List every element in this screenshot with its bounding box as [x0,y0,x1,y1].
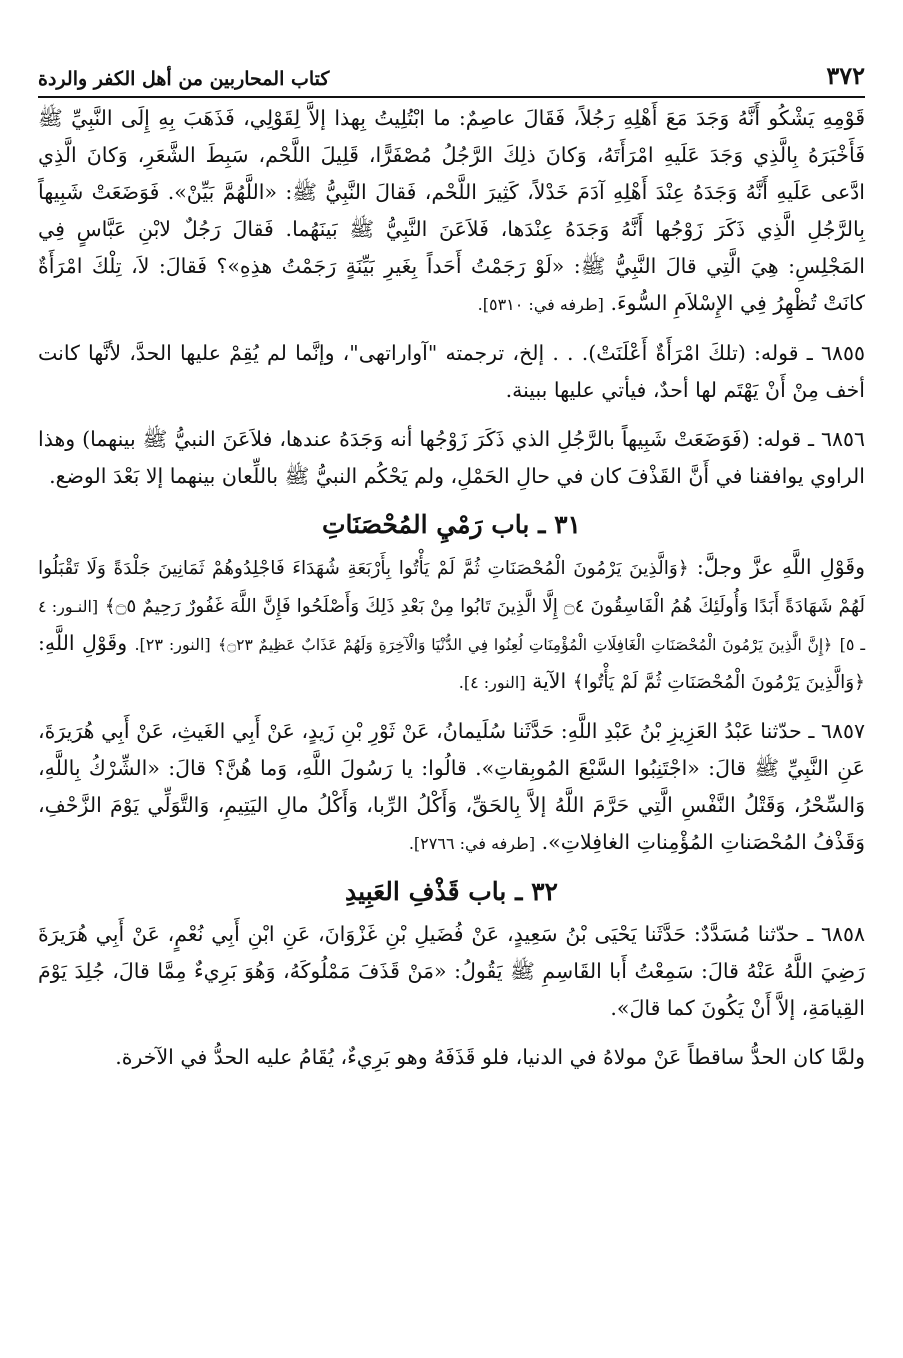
hadith-6857 [38,713,865,862]
chapter-heading-32: ٣٢ ـ باب قَذْفِ العَبِيدِ [345,877,558,906]
hadith-text: قَوْمِهِ يَشْكُو أَنَّهُ وَجَدَ مَعَ أَهْلِهِ رَجُلاً، فَقَالَ عاصِمٌ: ما ابْتُلِيتُ بِهذا إلاَّ لِقَوْلِي، فَذَهَبَ بِهِ إِلَى النَّبِيِّ ﷺ فَأَخْبَرَهُ بِالَّذِي وَجَدَ عَلَيهِ امْرَأَتَهُ، وَكانَ ذلِكَ الرَّجُلُ مُصْفَرًّا، قَلِيلَ اللَّحْم، سَبِطَ الشَّعَرِ، وَكانَ الَّذِي ادَّعى عَلَيهِ أَنَّهُ وَجَدَهُ عِنْدَ أَهْلِهِ آدَمَ خَدْلاً، كَثِيرَ اللَّحْم، فَقالَ النَّبِيُّ ﷺ: «اللَّهُمَّ بَيِّنْ». فَوَضَعَتْ شَبِيهاً بِالرَّجُلِ الَّذِي ذَكَرَ زَوْجُها أَنَّهُ وَجَدَهُ عِنْدَها، فَلاَعَنَ النَّبِيُّ ﷺ بَينَهُما. فَقالَ رَجُلٌ لابْنِ عَبَّاسٍ فِي المَجْلِسِ: هِيَ الَّتِي قالَ النَّبِيُّ ﷺ: «لَوْ رَجَمْتُ أَحَداً بِغَيرِ بَيِّنَةٍ رَجَمْتُ هذِهِ»؟ فَقالَ: لاَ، تِلْكَ امْرَأَةٌ كانَتْ تُظْهِرُ فِي الإِسْلاَمِ السُّوءَ. [38,106,865,315]
hadith-6858: ٦٨٥٨ ـ حدّثنا مُسَدَّدٌ: حَدَّثَنا يَحْيَى بْنُ سَعِيدٍ، عَنْ فُضَيلِ بْنِ غَزْوَانَ، عَنِ ابْنِ أَبِي نُعْمٍ، عَنْ أَبِي هُرَيرَةَ رَضِيَ اللَّهُ عَنْهُ قالَ: سَمِعْتُ أَبا القَاسِمِ ﷺ يَقُولُ: «مَنْ قَذَفَ مَمْلُوكَهُ، وَهُوَ بَرِيءٌ مِمَّا قالَ، جُلِدَ يَوْمَ القِيامَةِ، إلاَّ أَنْ يَكُونَ كما قالَ». [38,922,866,1020]
intro-text-2: وقَوْلِ اللَّهِ: [38,631,128,655]
commentary-6856: ٦٨٥٦ ـ قوله: (فَوَضَعَتْ شَبِيهاً بالرَّجُلِ الذي ذَكَرَ زَوْجُها أنه وَجَدَهُ عندها، فلاَعَنَ النبيُّ ﷺ بينهما) وهذا الراوي يوافقنا في أَنَّ القَذْفَ كان في حالِ الحَمْلِ، ولم يَحْكُم النبيُّ ﷺ باللِّعان بينهما إلا بَعْدَ الوضع. [38,427,865,488]
page-number: ٣٧٢ [826,61,865,90]
hadith-text: ٦٨٥٧ ـ حدّثنا عَبْدُ العَزِيزِ بْنُ عَبْدِ اللَّهِ: حَدَّثَنا سُلَيمانُ، عَنْ ثَوْرِ بْنِ زَيدٍ، عَنْ أَبِي الغَيثِ، عَنْ أَبِي هُرَيرَةَ، عَنِ النَّبِيِّ ﷺ قالَ: «اجْتَنِبُوا السَّبْعَ المُوبِقاتِ». قالُوا: يا رَسُولَ اللَّهِ، وَما هُنَّ؟ قالَ: «الشِّرْكُ بِاللَّهِ، وَالسِّحْرُ، وَقَتْلُ النَّفْسِ الَّتِي حَرَّمَ اللَّهُ إلاَّ بِالحَقِّ، وَأَكْلُ الرِّبا، وَأَكْلُ مالِ اليَتِيمِ، وَالتَّوَلِّي يَوْمَ الزَّحْفِ، وَقَذْفُ المُحْصَناتِ المُؤْمِناتِ الغافِلاتِ». [38,719,865,854]
verse-reference-3: [النور: ٤]. [458,673,526,692]
commentary-6855: ٦٨٥٥ ـ قوله: (تلكَ امْرَأَةٌ أَعْلَنَتْ). . . إلخ، ترجمته "آواراتهى"، وإنَّما لم يُقِمْ عليها الحدَّ، لأنَّها كانت أخف مِنْ أَنْ يَهْتَم لها أحدٌ، فيأتي عليها ببينة. [38,341,865,402]
cross-reference: [طرفه في: ٥٣١٠]. [477,295,604,314]
verse-reference: [النـور: ٤ ـ ٥] [38,597,866,654]
quran-verse-3: ﴿وَالَّذِينَ يَرْمُونَ الْمُحْصَنَاتِ ثُمَّ لَمْ يَأْتُوا﴾ [572,672,865,693]
chapter-heading-31: ٣١ ـ باب رَمْيِ المُحْصَنَاتِ [322,510,581,539]
quran-verse: ﴿وَالَّذِينَ يَرْمُونَ الْمُحْصَنَاتِ ثُمَّ لَمْ يَأْتُوا بِأَرْبَعَةِ شُهَدَاءَ فَاجْلِدُوهُمْ ثَمَانِينَ جَلْدَةً وَلَا تَقْبَلُوا لَهُمْ شَهَادَةً أَبَدًا وَأُولَئِكَ هُمُ الْفَاسِقُونَ ۝٤ إِلَّا الَّذِينَ تَابُوا مِنْ بَعْدِ ذَلِكَ وَأَصْلَحُوا فَإِنَّ اللَّهَ غَفُورٌ رَحِيمٌ ۝٥﴾ [38,558,866,617]
page-body [38,100,865,1076]
quran-verse-2: ﴿إِنَّ الَّذِينَ يَرْمُونَ الْمُحْصَنَاتِ الْغَافِلَاتِ الْمُؤْمِنَاتِ لُعِنُوا فِي الدُّنْيَا وَالْآخِرَةِ وَلَهُمْ عَذَابٌ عَظِيمٌ ۝٢٣﴾ [217,636,833,654]
intro-text-3: الآية [532,669,567,693]
hadith-continuation [38,100,865,323]
chapter-31-intro [38,549,865,701]
running-title: كتاب المحاربين من أهل الكفر والردة [38,68,330,90]
cross-reference: [طرفه في: ٢٧٦٦]. [408,834,536,853]
commentary-6858: ولمَّا كان الحدُّ ساقطاً عَنْ مولاهُ في الدنيا، فلو قَذَفَهُ وهو بَرِيءٌ، يُقَامُ عليه الحدُّ في الآخرة. [115,1045,865,1069]
intro-text: وقَوْلِ اللَّهِ عزَّ وجلَّ: [696,555,865,579]
verse-reference-2: [النور: ٢٣]. [134,635,211,654]
page-header [38,50,865,98]
